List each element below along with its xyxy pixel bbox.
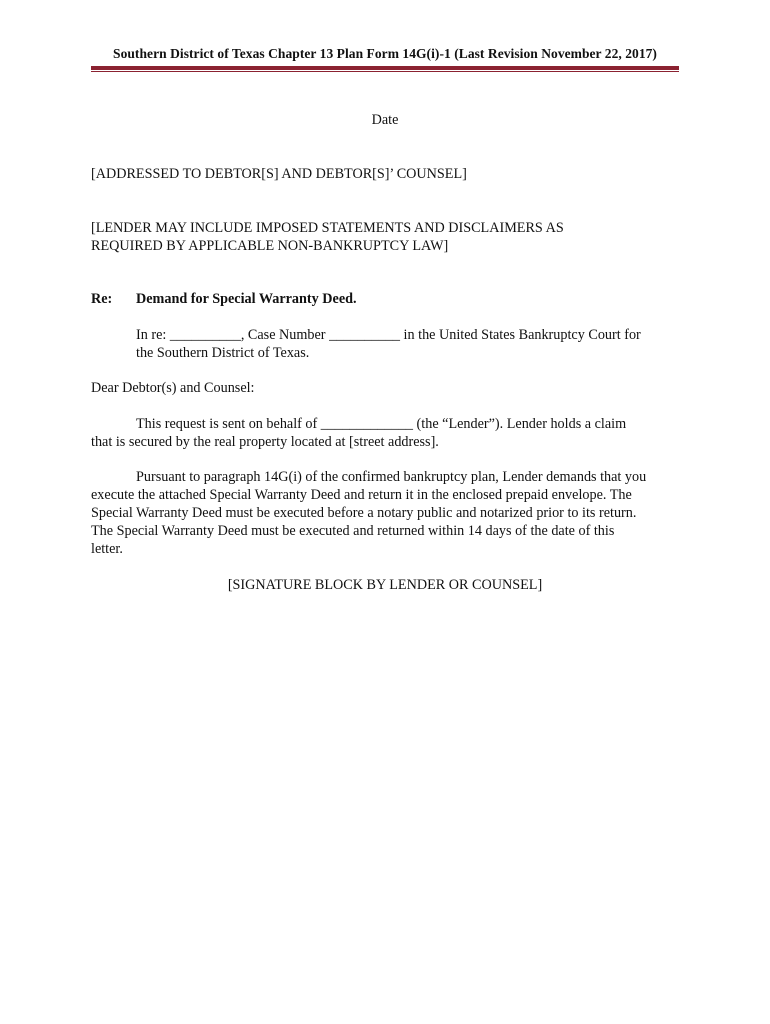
date-line: Date — [371, 112, 399, 128]
form-header-title: Southern District of Texas Chapter 13 Plan Form 14G(i)-1 (Last Revision November 22, 2017) — [113, 46, 657, 61]
header-rule-thin — [91, 71, 679, 72]
header-rule-thick — [91, 66, 679, 70]
paragraph-line: execute the attached Special Warranty Deed and return it in the enclosed prepaid envelope. The — [91, 487, 632, 503]
salutation: Dear Debtor(s) and Counsel: — [91, 380, 255, 396]
paragraph-line: that is secured by the real property located at [street address]. — [91, 434, 439, 450]
paragraph-line: letter. — [91, 541, 123, 557]
signature-block: [SIGNATURE BLOCK BY LENDER OR COUNSEL] — [227, 577, 543, 593]
re-label: Re: — [91, 291, 113, 307]
disclaimer-line: REQUIRED BY APPLICABLE NON-BANKRUPTCY LAW] — [91, 238, 449, 254]
paragraph-line: The Special Warranty Deed must be executed and returned within 14 days of the date of this — [91, 523, 615, 539]
addressee-line: [ADDRESSED TO DEBTOR[S] AND DEBTOR[S]’ COUNSEL] — [91, 166, 467, 182]
paragraph-line: Pursuant to paragraph 14G(i) of the confirmed bankruptcy plan, Lender demands that you — [136, 469, 647, 485]
paragraph-line: This request is sent on behalf of _____________ (the “Lender”). Lender holds a claim — [136, 416, 627, 432]
re-subject: Demand for Special Warranty Deed. — [136, 291, 357, 307]
in-re-line: In re: __________, Case Number __________ in the United States Bankruptcy Court for — [136, 327, 641, 343]
disclaimer-line: [LENDER MAY INCLUDE IMPOSED STATEMENTS AND DISCLAIMERS AS — [91, 220, 564, 236]
paragraph-line: Special Warranty Deed must be executed before a notary public and notarized prior to its return. — [91, 505, 637, 521]
in-re-line: the Southern District of Texas. — [136, 345, 310, 361]
